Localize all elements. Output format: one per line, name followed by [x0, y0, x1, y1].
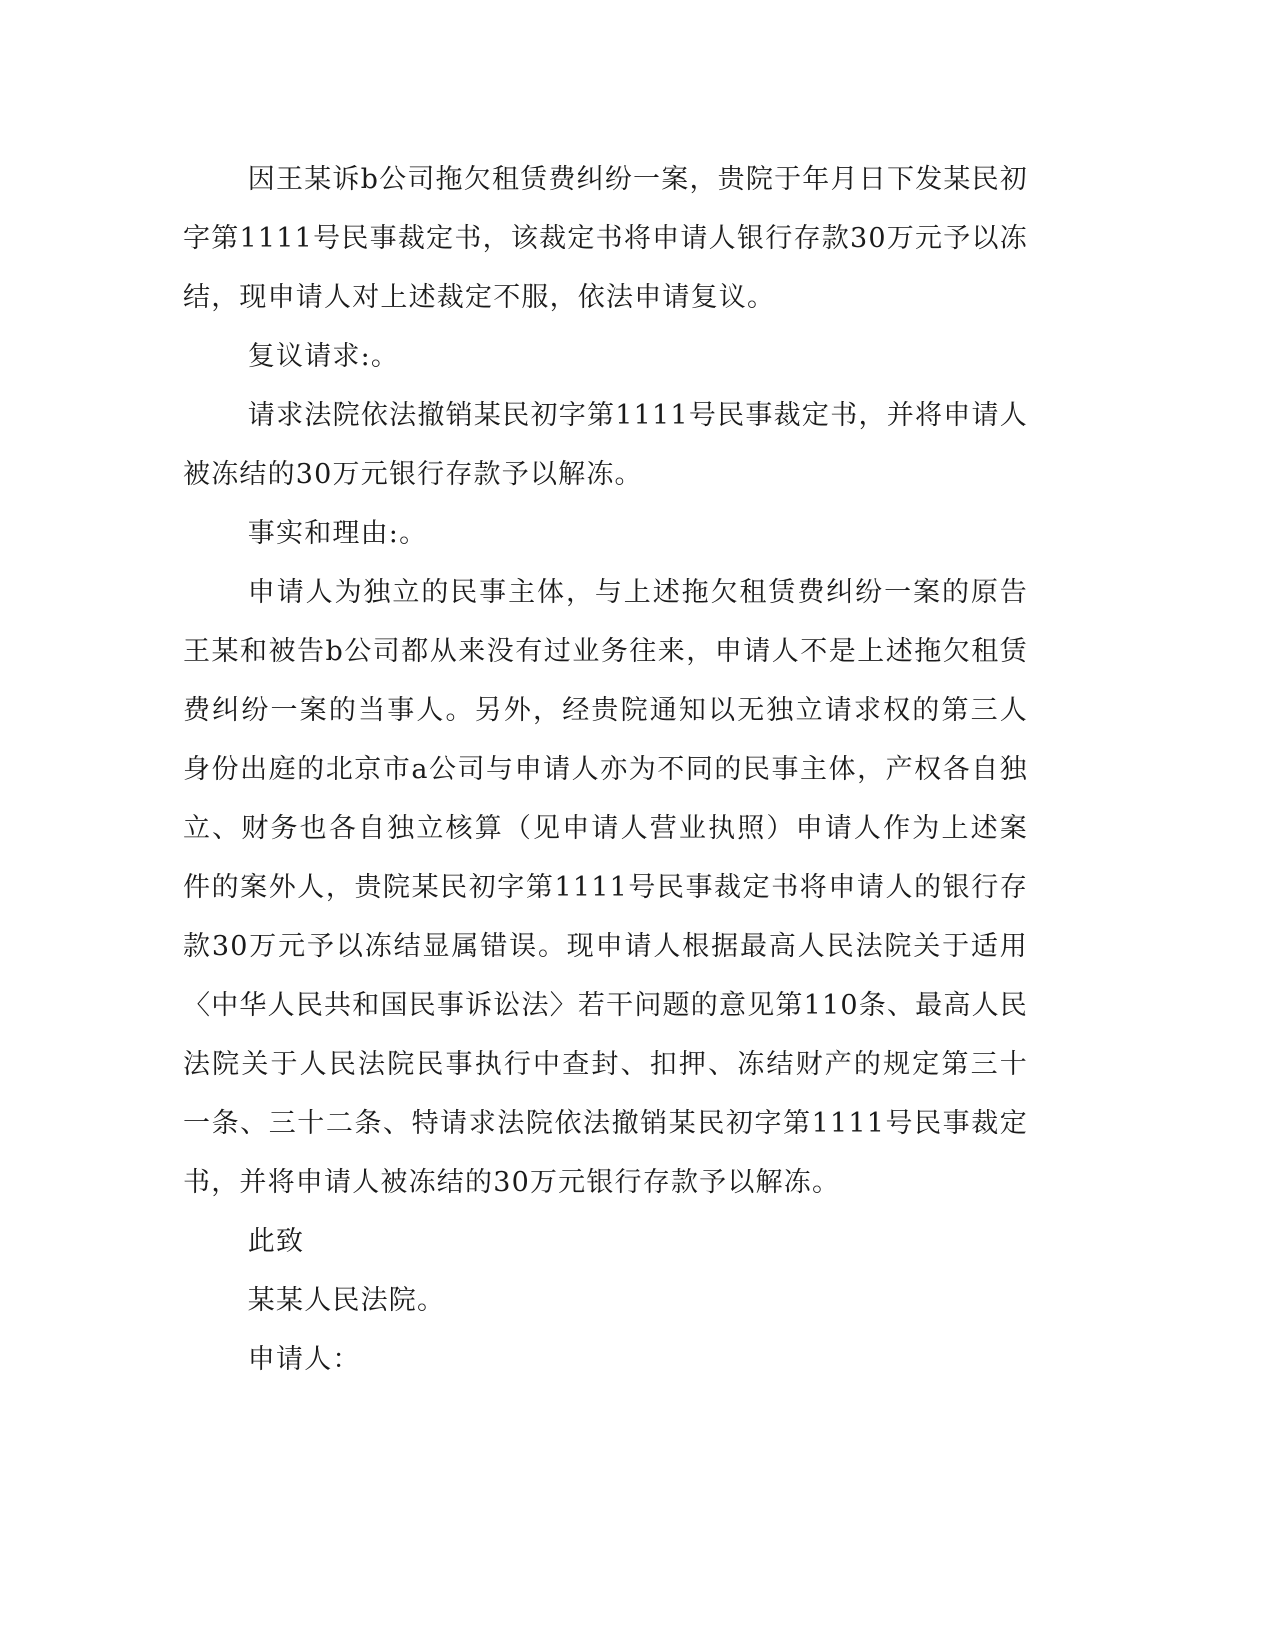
salutation: 此致 [247, 1226, 305, 1257]
facts-paragraph: 申请人为独立的民事主体，与上述拖欠租赁费纠纷一案的原告王某和被告b公司都从来没有过业务往来，申请人不是上述拖欠租赁费纠纷一案的当事人。另外，经贵院通知以无独立请求权的第三人身份出庭的北京市a公司与申请人亦为不同的民事主体，产权各自独立、财务也各自独立核算（见申请人营业执照）申请人作为上述案件的案外人，贵院某民初字第1111号民事裁定书将申请人的银行存款30万元予以冻结显属错误。现申请人根据最高人民法院关于适用〈中华人民共和国民事诉讼法〉若干问题的意见第110条、最高人民法院关于人民法院民事执行中查封、扣押、冻结财产的规定第三十一条、三十二条、特请求法院依法撤销某民初字第1111号民事裁定书，并将申请人被冻结的30万元银行存款予以解冻。 [183, 577, 1028, 1198]
request-heading: 复议请求:。 [247, 341, 400, 372]
document-body [183, 150, 1028, 1389]
facts-heading: 事实和理由:。 [247, 518, 428, 549]
request-paragraph: 请求法院依法撤销某民初字第1111号民事裁定书，并将申请人被冻结的30万元银行存款予以解冻。 [183, 400, 1028, 490]
recipient-court: 某某人民法院。 [247, 1285, 446, 1316]
applicant-signature-label: 申请人： [247, 1344, 361, 1375]
intro-paragraph: 因王某诉b公司拖欠租赁费纠纷一案，贵院于年月日下发某民初字第1111号民事裁定书，该裁定书将申请人银行存款30万元予以冻结，现申请人对上述裁定不服，依法申请复议。 [183, 164, 1028, 313]
